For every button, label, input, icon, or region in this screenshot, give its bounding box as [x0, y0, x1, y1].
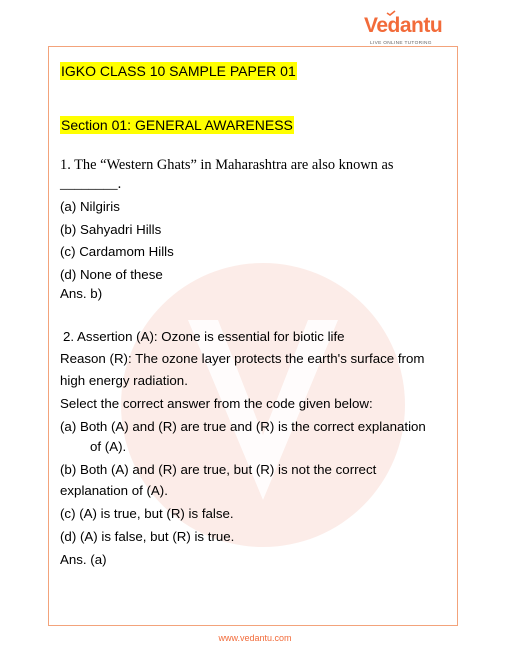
q2-reason-line2: high energy radiation. — [60, 373, 188, 388]
q1-stem-line2: ________. — [60, 176, 122, 192]
q1-answer: Ans. b) — [60, 286, 103, 301]
q2-instruction: Select the correct answer from the code given below: — [60, 396, 373, 411]
q1-option-d: (d) None of these — [60, 267, 163, 282]
q1-stem-line1: 1. The “Western Ghats” in Maharashtra are also known as — [60, 157, 394, 173]
paper-title: IGKO CLASS 10 SAMPLE PAPER 01 — [61, 63, 296, 79]
footer-url[interactable]: www.vedantu.com — [218, 633, 292, 643]
q2-reason-line1: Reason (R): The ozone layer protects the earth's surface from — [60, 351, 425, 366]
q2-option-c: (c) (A) is true, but (R) is false. — [60, 506, 234, 521]
q2-option-b-line2: explanation of (A). — [60, 483, 168, 498]
q1-option-c: (c) Cardamom Hills — [60, 244, 174, 259]
q2-option-a-line2: of (A). — [90, 439, 127, 454]
q2-assertion: 2. Assertion (A): Ozone is essential for biotic life — [63, 329, 345, 344]
q1-option-b: (b) Sahyadri Hills — [60, 222, 162, 237]
logo-brand: Vedantu — [364, 14, 443, 37]
q1-option-a: (a) Nilgiris — [60, 199, 120, 214]
q2-answer: Ans. (a) — [60, 552, 107, 567]
q2-option-a-line1: (a) Both (A) and (R) are true and (R) is the correct explanation — [60, 419, 426, 434]
section-heading: Section 01: GENERAL AWARENESS — [61, 117, 293, 133]
logo-tagline: LIVE ONLINE TUTORING — [370, 41, 432, 46]
q2-option-b-line1: (b) Both (A) and (R) are true, but (R) is not the correct — [60, 462, 377, 477]
q2-option-d: (d) (A) is false, but (R) is true. — [60, 529, 235, 544]
